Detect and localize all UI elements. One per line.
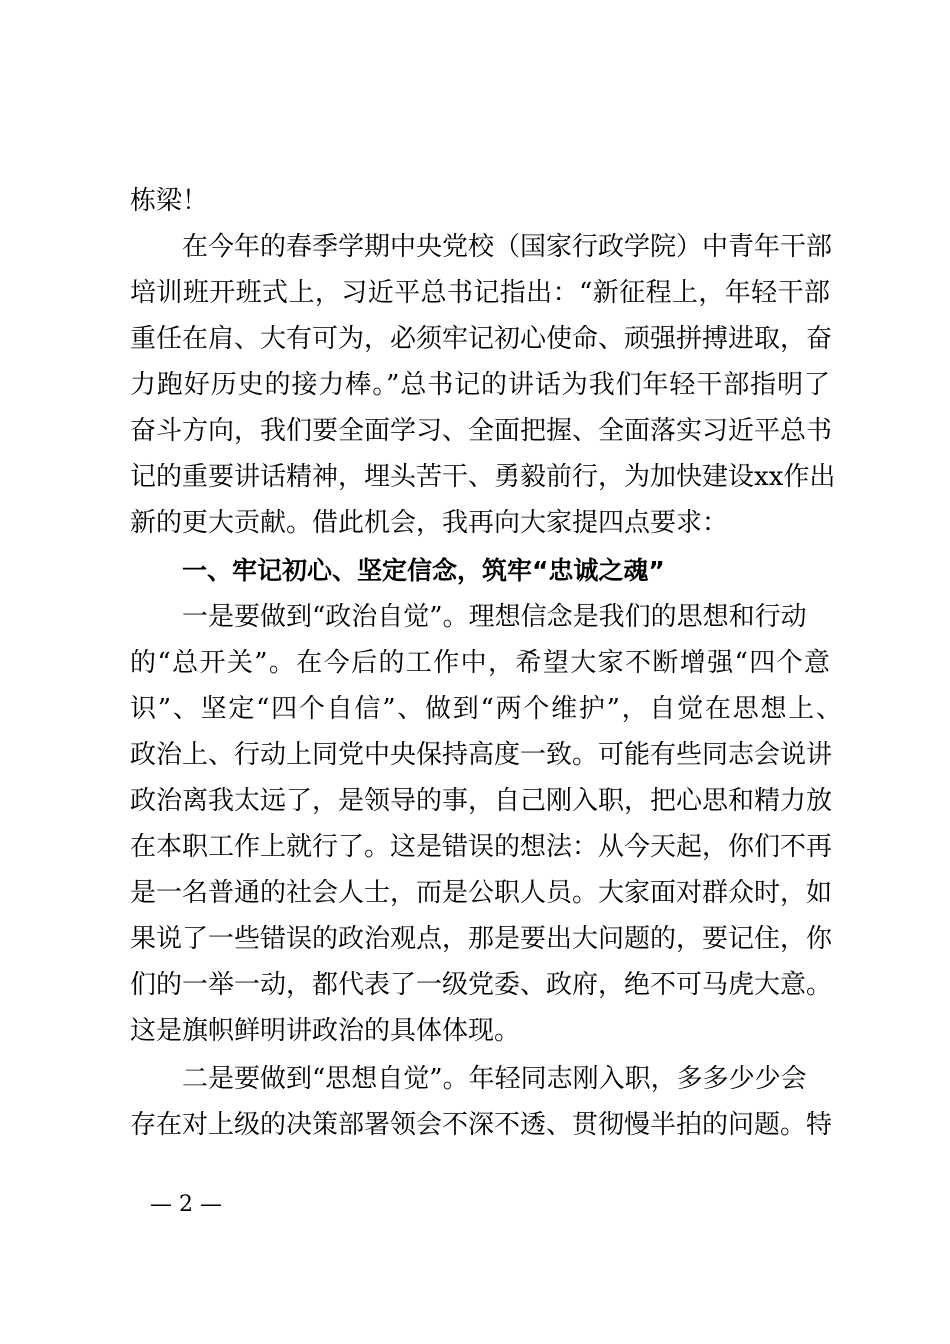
text-line: 重任在肩、大有可为，必须牢记初心使命、顽强拼搏进取，奋 xyxy=(130,324,833,354)
text-line: 政治上、行动上同党中央保持高度一致。可能有些同志会说讲 xyxy=(130,740,833,770)
paragraph-start-line: 二是要做到“思想自觉”。年轻同志刚入职，多多少少会 xyxy=(182,1064,807,1094)
paragraph-start-line: 一是要做到“政治自觉”。理想信念是我们的思想和行动 xyxy=(182,602,807,632)
text-line: 这是旗帜鲜明讲政治的具体体现。 xyxy=(130,1016,521,1046)
text-line: 识”、坚定“四个自信”、做到“两个维护”，自觉在思想上、 xyxy=(130,694,842,724)
paragraph-start-line: 在今年的春季学期中央党校（国家行政学院）中青年干部 xyxy=(182,232,833,262)
text-line: 政治离我太远了，是领导的事，自己刚入职，把心思和精力放 xyxy=(130,786,833,816)
text-line: 在本职工作上就行了。这是错误的想法：从今天起，你们不再 xyxy=(130,832,833,862)
text-line: 的“总开关”。在今后的工作中，希望大家不断增强“四个意 xyxy=(130,648,830,678)
text-line: 们的一举一动，都代表了一级党委、政府，绝不可马虎大意。 xyxy=(130,970,833,1000)
page-number: — 2 — xyxy=(150,1192,222,1217)
text-line: 力跑好历史的接力棒。”总书记的讲话为我们年轻干部指明了 xyxy=(130,370,830,400)
text-line: 栋梁！ xyxy=(130,186,209,216)
text-line: 记的重要讲话精神，埋头苦干、勇毅前行，为加快建设xx作出 xyxy=(130,462,836,492)
text-line: 存在对上级的决策部署领会不深不透、贯彻慢半拍的问题。特 xyxy=(130,1110,833,1140)
text-line: 奋斗方向，我们要全面学习、全面把握、全面落实习近平总书 xyxy=(130,416,833,446)
text-line: 培训班开班式上，习近平总书记指出：“新征程上，年轻干部 xyxy=(130,278,830,308)
text-line: 是一名普通的社会人士，而是公职人员。大家面对群众时，如 xyxy=(130,878,833,908)
text-line: 果说了一些错误的政治观点，那是要出大问题的，要记住，你 xyxy=(130,924,833,954)
section-heading: 一、牢记初心、坚定信念，筑牢“忠诚之魂” xyxy=(182,556,665,585)
text-line: 新的更大贡献。借此机会，我再向大家提四点要求： xyxy=(130,508,729,538)
